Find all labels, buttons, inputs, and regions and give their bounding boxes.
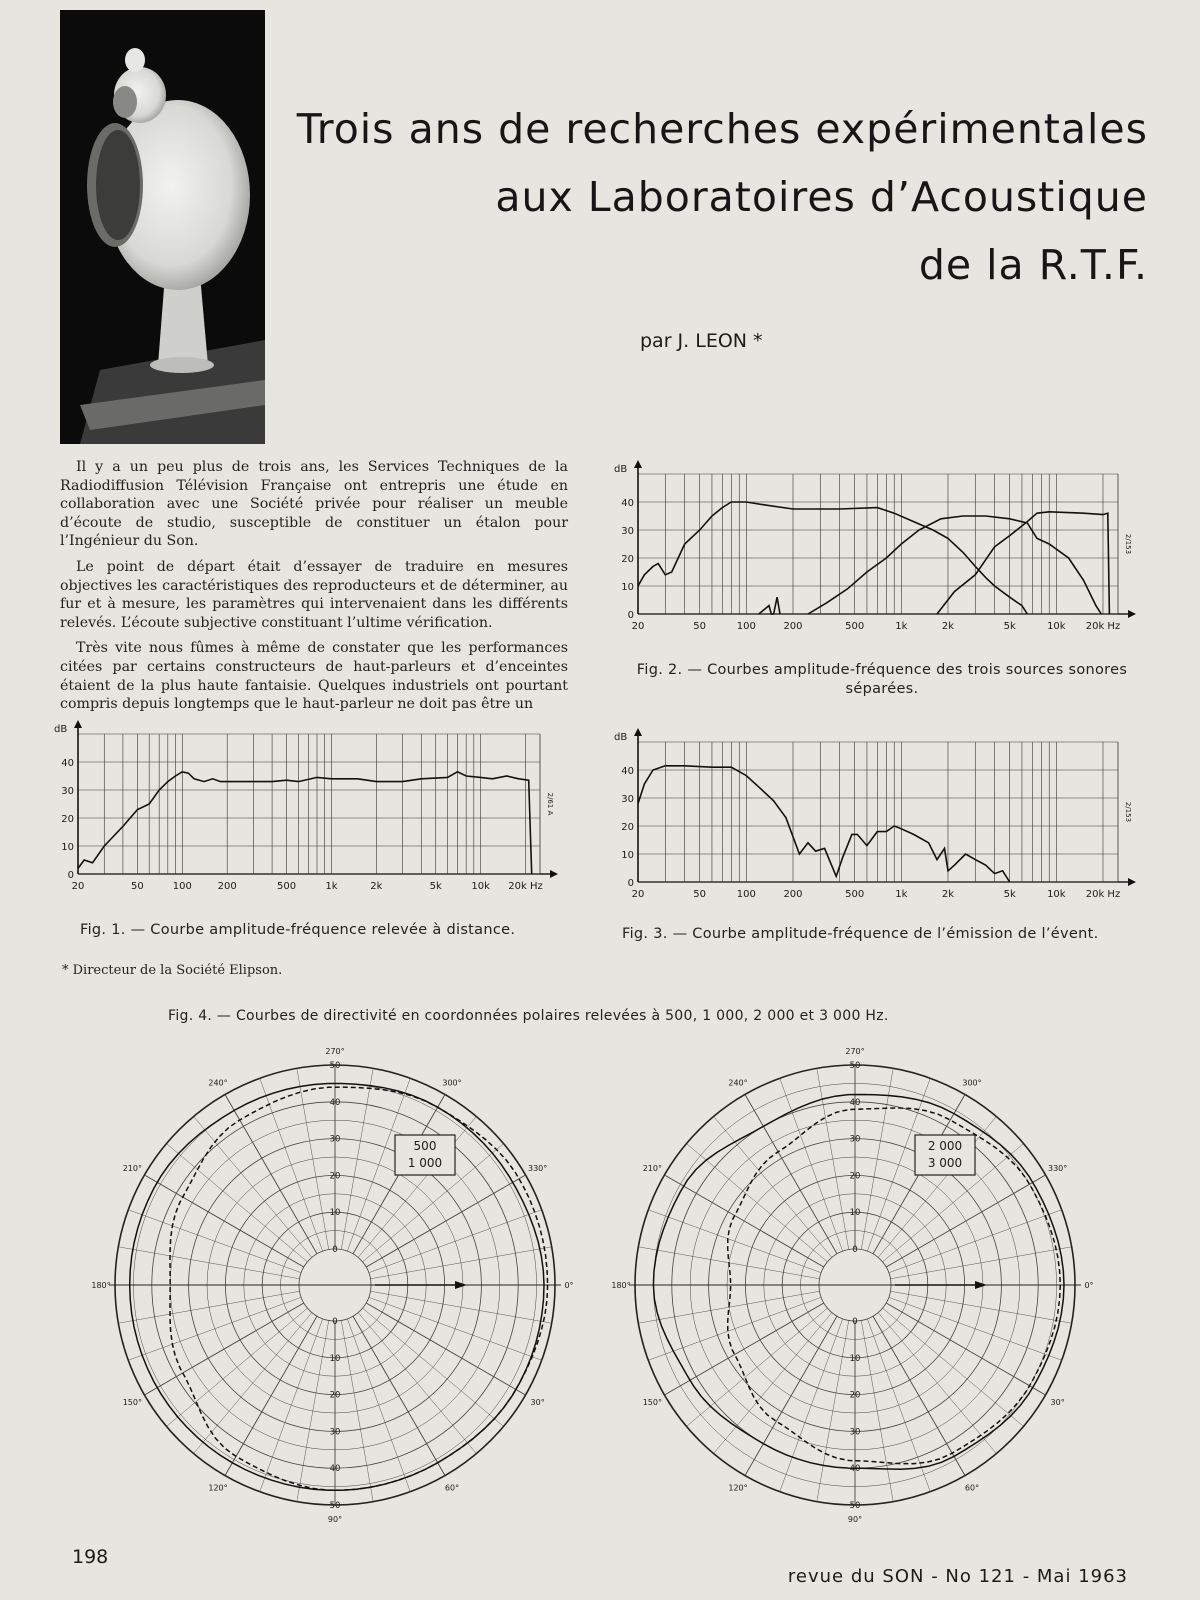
angle-label: 240° — [208, 1078, 228, 1088]
x-tick-label: 100 — [736, 621, 756, 632]
radial-line — [861, 1320, 893, 1501]
r-tick-label: 20 — [329, 1390, 341, 1401]
angle-label: 0° — [1084, 1281, 1094, 1290]
x-tick-label: 200 — [217, 881, 237, 892]
x-tick-label: 10k — [471, 881, 490, 892]
article-body — [60, 458, 568, 721]
x-tick-label: 10k — [1047, 621, 1066, 632]
angle-label: 150° — [642, 1398, 662, 1407]
x-tick-label: 500 — [845, 889, 865, 900]
series-line-3 — [937, 512, 1109, 614]
r-tick-label: 0 — [852, 1317, 858, 1327]
x-tick-label: 5k — [1003, 621, 1016, 632]
x-tick-label: 200 — [783, 621, 803, 632]
fig1-chart — [46, 720, 576, 910]
journal-footer: revue du SON - No 121 - Mai 1963 — [787, 1566, 1128, 1587]
y-tick-label: 10 — [621, 850, 634, 861]
r-tick-label: 50 — [849, 1501, 861, 1511]
fig3-caption: Fig. 3. — Courbe amplitude-fréquence de l’émission de l’évent. — [622, 926, 1099, 942]
series-line-2 — [808, 516, 1101, 614]
polar-grid — [109, 1065, 561, 1505]
radial-line — [648, 1297, 821, 1360]
angle-label: 120° — [728, 1483, 748, 1493]
legend-label: 2 000 — [927, 1139, 963, 1153]
r-tick-label: 20 — [329, 1171, 341, 1182]
radial-line — [166, 1308, 307, 1426]
radial-line — [358, 1313, 476, 1454]
x-tick-label: 20 — [71, 881, 85, 892]
paragraph-2: Le point de départ était d’essayer de traduire en mesures objectives les caractéristiques des reproducteurs et de déterminer, au fur et à mesure, les paramètres qui intervenaient dans les différents relevés. L’écoute subjective constituant l’ultime vérification. — [60, 558, 568, 631]
radial-line — [890, 1247, 1071, 1279]
angle-label: 210° — [122, 1164, 142, 1173]
radial-line — [369, 1210, 542, 1273]
radial-line — [341, 1320, 373, 1501]
angle-label: 60° — [964, 1483, 980, 1493]
x-tick-label: 1k — [325, 881, 338, 892]
angle-label: 330° — [1048, 1164, 1068, 1173]
r-tick-label: 10 — [849, 1208, 861, 1219]
footnote: * Directeur de la Société Elipson. — [62, 963, 283, 978]
y-tick-label: 40 — [621, 498, 634, 509]
x-tick-label: 500 — [276, 881, 297, 892]
x-tick-label: 100 — [736, 889, 756, 900]
grid — [74, 720, 558, 878]
direction-arrow-head — [975, 1281, 987, 1289]
fig3-chart — [606, 728, 1154, 918]
radial-line — [370, 1247, 551, 1279]
radial-line — [867, 1319, 930, 1492]
angle-label: 0° — [564, 1281, 574, 1290]
r-tick-label: 40 — [849, 1097, 861, 1108]
r-tick-label: 10 — [329, 1353, 341, 1364]
angle-label: 90° — [327, 1515, 343, 1524]
radial-line — [817, 1320, 849, 1501]
page-number: 198 — [72, 1546, 109, 1568]
fig4-polar-right — [610, 1040, 1100, 1530]
side-label: 2/61 A — [546, 792, 554, 816]
r-tick-label: 0 — [332, 1317, 338, 1327]
angle-label: 180° — [611, 1281, 631, 1290]
r-tick-label: 40 — [329, 1464, 341, 1475]
r-tick-label: 10 — [329, 1208, 341, 1219]
y-tick-label: 20 — [61, 814, 74, 825]
x-tick-label: 2k — [941, 621, 955, 632]
radial-line — [118, 1247, 299, 1279]
radial-line — [889, 1210, 1062, 1273]
r-tick-label: 30 — [849, 1427, 861, 1438]
paragraph-3: Très vite nous fûmes à même de constater que les performances citées par certains constructeurs de haut-parleurs et d’enceintes étaient de la plus haute fantaisie. Quelques industriels ont pourtant compris depuis longtemps que le haut-parleur ne doit pas être un — [60, 640, 568, 713]
angle-label: 150° — [122, 1398, 142, 1407]
angle-label: 210° — [642, 1164, 662, 1173]
article-title — [248, 95, 1148, 299]
r-tick-label: 0 — [332, 1245, 338, 1255]
title-line-1: Trois ans de recherches expérimentales — [296, 105, 1148, 153]
angle-label: 270° — [325, 1047, 345, 1056]
y-axis-arrow — [634, 460, 642, 468]
radial-line — [648, 1210, 821, 1273]
x-tick-label: 1k — [895, 621, 908, 632]
x-tick-label: 5k — [1003, 889, 1016, 900]
r-tick-label: 30 — [849, 1134, 861, 1145]
polar-grid — [629, 1065, 1081, 1505]
radial-line — [686, 1308, 827, 1426]
radial-line — [128, 1297, 301, 1360]
y-axis-label: dB — [614, 464, 628, 475]
x-tick-label: 20 — [631, 889, 645, 900]
series-line-1 — [78, 772, 532, 874]
direction-arrow-head — [455, 1281, 467, 1289]
x-tick-label: 20k Hz — [508, 881, 543, 892]
fig2-caption: Fig. 2. — Courbes amplitude-fréquence des trois sources sonores séparées. — [636, 662, 1128, 697]
x-tick-label: 50 — [693, 621, 707, 632]
r-tick-label: 50 — [849, 1061, 861, 1071]
radial-line — [297, 1068, 329, 1249]
x-tick-label: 1k — [895, 889, 908, 900]
legend-label: 500 — [413, 1139, 437, 1153]
angle-label: 300° — [962, 1078, 982, 1088]
radial-line — [780, 1319, 843, 1492]
x-tick-label: 20k Hz — [1085, 621, 1121, 632]
radial-line — [369, 1297, 542, 1360]
radial-line — [638, 1291, 819, 1323]
radial-line — [347, 1319, 410, 1492]
y-tick-label: 0 — [67, 870, 74, 881]
radial-line — [890, 1291, 1071, 1323]
title-line-3: de la R.T.F. — [918, 241, 1148, 289]
x-tick-label: 50 — [693, 889, 707, 900]
x-tick-label: 20 — [631, 621, 645, 632]
y-tick-label: 30 — [621, 526, 634, 537]
angle-label: 30° — [1050, 1398, 1065, 1407]
r-tick-label: 20 — [849, 1390, 861, 1401]
r-tick-label: 50 — [329, 1061, 341, 1071]
angle-label: 180° — [91, 1281, 111, 1290]
angle-label: 90° — [847, 1515, 863, 1524]
y-tick-label: 20 — [621, 554, 634, 565]
r-tick-label: 50 — [329, 1501, 341, 1511]
radial-line — [370, 1291, 551, 1323]
legend-label: 3 000 — [927, 1156, 963, 1170]
y-tick-label: 10 — [621, 582, 634, 593]
fig1-caption: Fig. 1. — Courbe amplitude-fréquence relevée à distance. — [80, 922, 516, 938]
radial-line — [260, 1319, 323, 1492]
y-tick-label: 10 — [61, 842, 74, 853]
loudspeaker-photo — [60, 10, 265, 444]
radial-line — [297, 1320, 329, 1501]
radial-line — [883, 1308, 1024, 1426]
fig4-polar-left — [90, 1040, 580, 1530]
y-tick-label: 40 — [621, 766, 634, 777]
r-tick-label: 0 — [852, 1245, 858, 1255]
radial-line — [128, 1210, 301, 1273]
y-tick-label: 40 — [61, 758, 74, 769]
legend-label: 1 000 — [407, 1156, 443, 1170]
y-tick-label: 0 — [627, 878, 634, 889]
r-tick-label: 40 — [329, 1097, 341, 1108]
angle-label: 330° — [528, 1164, 548, 1173]
r-tick-label: 30 — [329, 1134, 341, 1145]
y-tick-label: 0 — [627, 610, 634, 621]
angle-label: 120° — [208, 1483, 228, 1493]
side-label: 2/153 — [1124, 533, 1132, 555]
polar-series-2 — [728, 1108, 1061, 1464]
y-tick-label: 20 — [621, 822, 634, 833]
radial-line — [878, 1313, 996, 1454]
radial-line — [889, 1297, 1062, 1360]
radial-line — [194, 1116, 312, 1257]
radial-line — [363, 1308, 504, 1426]
fig4-caption: Fig. 4. — Courbes de directivité en coordonnées polaires relevées à 500, 1 000, 2 000 et 3 000 Hz. — [168, 1008, 889, 1024]
angle-label: 60° — [444, 1483, 460, 1493]
y-axis-arrow — [634, 728, 642, 736]
angle-label: 270° — [845, 1047, 865, 1056]
grid — [634, 460, 1136, 618]
y-tick-label: 30 — [621, 794, 634, 805]
r-tick-label: 40 — [849, 1464, 861, 1475]
title-line-2: aux Laboratoires d’Acoustique — [495, 173, 1148, 221]
fig2-chart — [606, 460, 1154, 650]
r-tick-label: 20 — [849, 1171, 861, 1182]
x-tick-label: 20k Hz — [1085, 889, 1121, 900]
x-tick-label: 5k — [429, 881, 442, 892]
x-tick-label: 2k — [941, 889, 955, 900]
radial-line — [714, 1313, 832, 1454]
x-tick-label: 200 — [783, 889, 803, 900]
r-tick-label: 30 — [329, 1427, 341, 1438]
radial-line — [686, 1144, 827, 1262]
x-tick-label: 2k — [370, 881, 383, 892]
y-tick-label: 30 — [61, 786, 74, 797]
grid — [634, 728, 1136, 886]
angle-label: 300° — [442, 1078, 462, 1088]
x-tick-label: 500 — [845, 621, 865, 632]
radial-line — [780, 1078, 843, 1251]
radial-line — [166, 1144, 307, 1262]
angle-label: 240° — [728, 1078, 748, 1088]
side-label: 2/153 — [1124, 801, 1132, 823]
radial-line — [118, 1291, 299, 1323]
y-axis-arrow — [74, 720, 82, 728]
series-line-1 — [638, 766, 1010, 882]
angle-label: 30° — [530, 1398, 545, 1407]
x-tick-label: 100 — [172, 881, 192, 892]
paragraph-1: Il y a un peu plus de trois ans, les Services Techniques de la Radiodiffusion Télévision Française ont entrepris une étude en collaboration avec une Société privée pour réaliser un meuble d’écoute de studio, susceptible de constituer un étalon pour l’Ingénieur du Son. — [60, 459, 568, 550]
x-tick-label: 50 — [130, 881, 144, 892]
y-axis-label: dB — [614, 732, 628, 743]
x-tick-label: 10k — [1047, 889, 1066, 900]
series-line-4 — [759, 597, 780, 614]
r-tick-label: 10 — [849, 1353, 861, 1364]
radial-line — [714, 1116, 832, 1257]
y-axis-label: dB — [54, 724, 68, 735]
radial-line — [341, 1068, 373, 1249]
author-byline: par J. LEON * — [640, 330, 763, 352]
